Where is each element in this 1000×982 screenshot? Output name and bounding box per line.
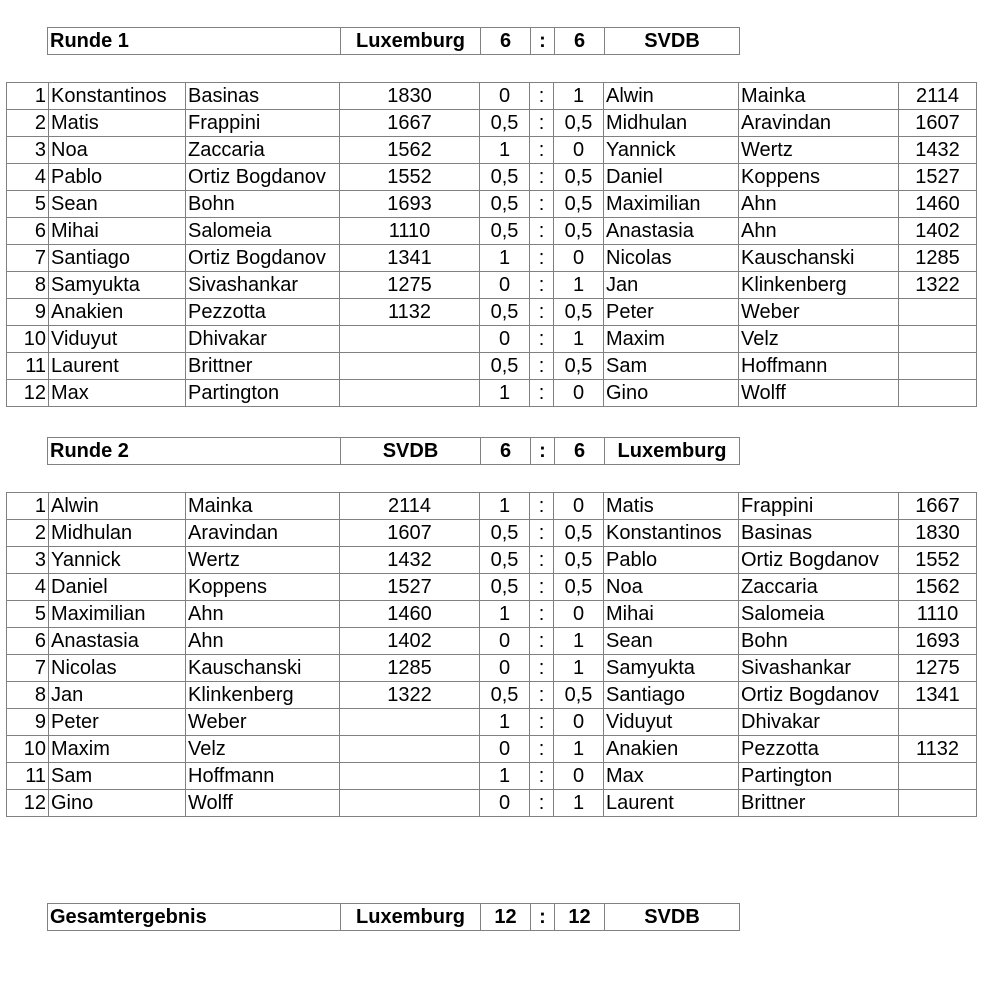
score-separator: : <box>530 110 554 137</box>
game-row <box>7 272 977 299</box>
home-rating: 1402 <box>340 628 480 655</box>
game-row <box>7 137 977 164</box>
home-last-name: Ahn <box>186 628 340 655</box>
board-number: 6 <box>7 218 49 245</box>
board-number: 6 <box>7 628 49 655</box>
round-1-games <box>6 82 977 407</box>
board-number: 2 <box>7 110 49 137</box>
board-number: 12 <box>7 790 49 817</box>
home-last-name: Brittner <box>186 353 340 380</box>
away-points: 1 <box>554 736 604 763</box>
away-score: 6 <box>555 438 605 465</box>
away-points: 0 <box>554 601 604 628</box>
board-number: 3 <box>7 137 49 164</box>
round-2-header <box>47 437 740 465</box>
away-points: 0 <box>554 493 604 520</box>
home-last-name: Mainka <box>186 493 340 520</box>
score-separator: : <box>530 164 554 191</box>
home-last-name: Aravindan <box>186 520 340 547</box>
away-points: 1 <box>554 655 604 682</box>
away-rating: 1562 <box>899 574 977 601</box>
score-separator: : <box>530 245 554 272</box>
away-rating: 1830 <box>899 520 977 547</box>
away-last-name: Ortiz Bogdanov <box>739 547 899 574</box>
board-number: 10 <box>7 326 49 353</box>
home-points: 0 <box>480 655 530 682</box>
game-row <box>7 493 977 520</box>
game-row <box>7 218 977 245</box>
game-row <box>7 353 977 380</box>
home-last-name: Pezzotta <box>186 299 340 326</box>
score-separator: : <box>530 709 554 736</box>
away-last-name: Ahn <box>739 218 899 245</box>
home-last-name: Zaccaria <box>186 137 340 164</box>
home-first-name: Sam <box>49 763 186 790</box>
home-points: 1 <box>480 245 530 272</box>
away-last-name: Koppens <box>739 164 899 191</box>
home-points: 0 <box>480 326 530 353</box>
home-rating <box>340 326 480 353</box>
home-first-name: Yannick <box>49 547 186 574</box>
away-rating <box>899 299 977 326</box>
board-number: 8 <box>7 272 49 299</box>
away-rating: 1432 <box>899 137 977 164</box>
game-row <box>7 380 977 407</box>
away-points: 0,5 <box>554 164 604 191</box>
home-first-name: Anakien <box>49 299 186 326</box>
away-first-name: Matis <box>604 493 739 520</box>
home-rating: 1341 <box>340 245 480 272</box>
home-first-name: Laurent <box>49 353 186 380</box>
away-points: 1 <box>554 272 604 299</box>
away-team: SVDB <box>605 904 740 931</box>
board-number: 11 <box>7 763 49 790</box>
total-title: Gesamtergebnis <box>48 904 341 931</box>
away-first-name: Yannick <box>604 137 739 164</box>
home-rating: 1830 <box>340 83 480 110</box>
home-points: 0,5 <box>480 353 530 380</box>
away-points: 0 <box>554 245 604 272</box>
away-rating <box>899 380 977 407</box>
away-last-name: Frappini <box>739 493 899 520</box>
home-points: 0,5 <box>480 520 530 547</box>
board-number: 4 <box>7 574 49 601</box>
away-first-name: Maxim <box>604 326 739 353</box>
home-rating <box>340 790 480 817</box>
away-rating: 1460 <box>899 191 977 218</box>
away-last-name: Kauschanski <box>739 245 899 272</box>
home-last-name: Hoffmann <box>186 763 340 790</box>
home-last-name: Basinas <box>186 83 340 110</box>
away-rating <box>899 763 977 790</box>
score-separator: : <box>530 682 554 709</box>
score-separator: : <box>530 736 554 763</box>
board-number: 5 <box>7 601 49 628</box>
away-first-name: Peter <box>604 299 739 326</box>
home-last-name: Klinkenberg <box>186 682 340 709</box>
score-separator: : <box>531 438 555 465</box>
home-first-name: Maximilian <box>49 601 186 628</box>
score-separator: : <box>530 628 554 655</box>
away-first-name: Sam <box>604 353 739 380</box>
home-points: 1 <box>480 709 530 736</box>
away-last-name: Ahn <box>739 191 899 218</box>
home-last-name: Koppens <box>186 574 340 601</box>
away-rating <box>899 790 977 817</box>
game-row <box>7 326 977 353</box>
score-separator: : <box>530 272 554 299</box>
board-number: 8 <box>7 682 49 709</box>
home-team: Luxemburg <box>341 28 481 55</box>
score-separator: : <box>530 790 554 817</box>
away-last-name: Ortiz Bogdanov <box>739 682 899 709</box>
home-first-name: Samyukta <box>49 272 186 299</box>
away-rating: 1667 <box>899 493 977 520</box>
away-first-name: Viduyut <box>604 709 739 736</box>
score-separator: : <box>530 763 554 790</box>
away-first-name: Gino <box>604 380 739 407</box>
away-points: 0 <box>554 763 604 790</box>
away-last-name: Wertz <box>739 137 899 164</box>
score-separator: : <box>530 547 554 574</box>
score-separator: : <box>530 353 554 380</box>
away-team: SVDB <box>605 28 740 55</box>
home-last-name: Wertz <box>186 547 340 574</box>
board-number: 12 <box>7 380 49 407</box>
home-rating <box>340 353 480 380</box>
board-number: 7 <box>7 655 49 682</box>
board-number: 1 <box>7 493 49 520</box>
away-rating: 1402 <box>899 218 977 245</box>
away-last-name: Zaccaria <box>739 574 899 601</box>
home-last-name: Weber <box>186 709 340 736</box>
home-score: 6 <box>481 438 531 465</box>
game-row <box>7 601 977 628</box>
away-points: 0,5 <box>554 520 604 547</box>
score-separator: : <box>530 493 554 520</box>
home-last-name: Dhivakar <box>186 326 340 353</box>
home-first-name: Matis <box>49 110 186 137</box>
game-row <box>7 164 977 191</box>
away-last-name: Klinkenberg <box>739 272 899 299</box>
board-number: 4 <box>7 164 49 191</box>
score-separator: : <box>530 218 554 245</box>
home-rating: 1552 <box>340 164 480 191</box>
away-last-name: Basinas <box>739 520 899 547</box>
game-row <box>7 520 977 547</box>
home-first-name: Viduyut <box>49 326 186 353</box>
away-first-name: Maximilian <box>604 191 739 218</box>
away-first-name: Anakien <box>604 736 739 763</box>
away-first-name: Jan <box>604 272 739 299</box>
board-number: 9 <box>7 299 49 326</box>
score-separator: : <box>530 137 554 164</box>
away-last-name: Hoffmann <box>739 353 899 380</box>
home-rating: 1275 <box>340 272 480 299</box>
home-rating: 1110 <box>340 218 480 245</box>
home-first-name: Mihai <box>49 218 186 245</box>
home-last-name: Wolff <box>186 790 340 817</box>
away-rating <box>899 326 977 353</box>
home-rating: 1285 <box>340 655 480 682</box>
score-separator: : <box>530 520 554 547</box>
home-rating <box>340 709 480 736</box>
away-last-name: Aravindan <box>739 110 899 137</box>
board-number: 7 <box>7 245 49 272</box>
away-rating <box>899 709 977 736</box>
away-last-name: Mainka <box>739 83 899 110</box>
home-last-name: Salomeia <box>186 218 340 245</box>
game-row <box>7 628 977 655</box>
game-row <box>7 790 977 817</box>
away-score: 12 <box>555 904 605 931</box>
home-points: 1 <box>480 601 530 628</box>
home-first-name: Santiago <box>49 245 186 272</box>
away-first-name: Santiago <box>604 682 739 709</box>
away-rating: 1322 <box>899 272 977 299</box>
home-points: 0,5 <box>480 218 530 245</box>
home-points: 0 <box>480 736 530 763</box>
away-points: 1 <box>554 83 604 110</box>
round-1-header <box>47 27 740 55</box>
home-team: SVDB <box>341 438 481 465</box>
home-last-name: Sivashankar <box>186 272 340 299</box>
away-points: 1 <box>554 628 604 655</box>
away-last-name: Bohn <box>739 628 899 655</box>
home-points: 1 <box>480 380 530 407</box>
board-number: 5 <box>7 191 49 218</box>
home-points: 0,5 <box>480 191 530 218</box>
away-first-name: Samyukta <box>604 655 739 682</box>
home-first-name: Pablo <box>49 164 186 191</box>
away-rating: 1285 <box>899 245 977 272</box>
away-last-name: Brittner <box>739 790 899 817</box>
round-title: Runde 2 <box>48 438 341 465</box>
home-first-name: Anastasia <box>49 628 186 655</box>
game-row <box>7 110 977 137</box>
home-points: 0,5 <box>480 574 530 601</box>
away-first-name: Alwin <box>604 83 739 110</box>
home-rating: 1607 <box>340 520 480 547</box>
away-first-name: Laurent <box>604 790 739 817</box>
away-first-name: Daniel <box>604 164 739 191</box>
game-row <box>7 83 977 110</box>
score-separator: : <box>531 904 555 931</box>
home-points: 0,5 <box>480 164 530 191</box>
home-points: 0,5 <box>480 110 530 137</box>
board-number: 1 <box>7 83 49 110</box>
game-row <box>7 682 977 709</box>
board-number: 9 <box>7 709 49 736</box>
away-points: 0,5 <box>554 353 604 380</box>
home-last-name: Velz <box>186 736 340 763</box>
home-last-name: Partington <box>186 380 340 407</box>
home-rating <box>340 736 480 763</box>
home-first-name: Noa <box>49 137 186 164</box>
away-first-name: Noa <box>604 574 739 601</box>
home-rating: 1562 <box>340 137 480 164</box>
away-first-name: Nicolas <box>604 245 739 272</box>
board-number: 3 <box>7 547 49 574</box>
score-separator: : <box>530 326 554 353</box>
score-separator: : <box>530 601 554 628</box>
home-score: 6 <box>481 28 531 55</box>
round-2-games <box>6 492 977 817</box>
game-row <box>7 191 977 218</box>
board-number: 2 <box>7 520 49 547</box>
away-rating: 1693 <box>899 628 977 655</box>
score-separator: : <box>530 83 554 110</box>
away-first-name: Mihai <box>604 601 739 628</box>
away-team: Luxemburg <box>605 438 740 465</box>
away-points: 0 <box>554 137 604 164</box>
away-points: 0 <box>554 380 604 407</box>
away-points: 0,5 <box>554 110 604 137</box>
home-points: 0 <box>480 272 530 299</box>
home-first-name: Sean <box>49 191 186 218</box>
score-separator: : <box>530 574 554 601</box>
away-points: 1 <box>554 326 604 353</box>
home-rating: 1432 <box>340 547 480 574</box>
home-rating: 1132 <box>340 299 480 326</box>
game-row <box>7 736 977 763</box>
home-first-name: Alwin <box>49 493 186 520</box>
score-separator: : <box>530 655 554 682</box>
away-first-name: Max <box>604 763 739 790</box>
score-separator: : <box>530 299 554 326</box>
home-points: 0,5 <box>480 299 530 326</box>
away-first-name: Midhulan <box>604 110 739 137</box>
game-row <box>7 763 977 790</box>
home-rating: 1460 <box>340 601 480 628</box>
away-points: 0,5 <box>554 547 604 574</box>
home-team: Luxemburg <box>341 904 481 931</box>
home-points: 0 <box>480 790 530 817</box>
away-rating: 1275 <box>899 655 977 682</box>
away-last-name: Salomeia <box>739 601 899 628</box>
home-first-name: Gino <box>49 790 186 817</box>
home-last-name: Ortiz Bogdanov <box>186 164 340 191</box>
board-number: 11 <box>7 353 49 380</box>
home-points: 0 <box>480 628 530 655</box>
away-rating: 1527 <box>899 164 977 191</box>
away-first-name: Anastasia <box>604 218 739 245</box>
home-rating <box>340 380 480 407</box>
score-separator: : <box>531 28 555 55</box>
away-points: 0 <box>554 709 604 736</box>
home-points: 1 <box>480 137 530 164</box>
home-rating: 1693 <box>340 191 480 218</box>
total-result <box>47 903 740 931</box>
home-first-name: Nicolas <box>49 655 186 682</box>
home-last-name: Ahn <box>186 601 340 628</box>
home-rating: 1527 <box>340 574 480 601</box>
game-row <box>7 655 977 682</box>
game-row <box>7 245 977 272</box>
away-points: 0,5 <box>554 299 604 326</box>
home-first-name: Maxim <box>49 736 186 763</box>
score-separator: : <box>530 380 554 407</box>
away-first-name: Sean <box>604 628 739 655</box>
home-first-name: Midhulan <box>49 520 186 547</box>
home-points: 0 <box>480 83 530 110</box>
home-last-name: Kauschanski <box>186 655 340 682</box>
home-points: 1 <box>480 493 530 520</box>
board-number: 10 <box>7 736 49 763</box>
away-rating: 1110 <box>899 601 977 628</box>
away-rating: 2114 <box>899 83 977 110</box>
away-last-name: Velz <box>739 326 899 353</box>
away-last-name: Pezzotta <box>739 736 899 763</box>
home-rating: 1322 <box>340 682 480 709</box>
away-last-name: Weber <box>739 299 899 326</box>
home-points: 0,5 <box>480 682 530 709</box>
game-row <box>7 547 977 574</box>
home-first-name: Peter <box>49 709 186 736</box>
away-first-name: Konstantinos <box>604 520 739 547</box>
away-points: 0,5 <box>554 218 604 245</box>
away-points: 1 <box>554 790 604 817</box>
away-points: 0,5 <box>554 682 604 709</box>
home-points: 1 <box>480 763 530 790</box>
score-separator: : <box>530 191 554 218</box>
away-rating: 1607 <box>899 110 977 137</box>
away-last-name: Sivashankar <box>739 655 899 682</box>
away-points: 0,5 <box>554 191 604 218</box>
away-last-name: Dhivakar <box>739 709 899 736</box>
home-score: 12 <box>481 904 531 931</box>
away-last-name: Wolff <box>739 380 899 407</box>
home-first-name: Konstantinos <box>49 83 186 110</box>
round-title: Runde 1 <box>48 28 341 55</box>
home-points: 0,5 <box>480 547 530 574</box>
home-last-name: Ortiz Bogdanov <box>186 245 340 272</box>
home-first-name: Max <box>49 380 186 407</box>
away-rating: 1132 <box>899 736 977 763</box>
game-row <box>7 574 977 601</box>
game-row <box>7 709 977 736</box>
away-rating: 1341 <box>899 682 977 709</box>
home-first-name: Jan <box>49 682 186 709</box>
away-rating <box>899 353 977 380</box>
away-rating: 1552 <box>899 547 977 574</box>
away-score: 6 <box>555 28 605 55</box>
home-rating <box>340 763 480 790</box>
away-points: 0,5 <box>554 574 604 601</box>
home-last-name: Bohn <box>186 191 340 218</box>
home-rating: 2114 <box>340 493 480 520</box>
home-last-name: Frappini <box>186 110 340 137</box>
home-first-name: Daniel <box>49 574 186 601</box>
home-rating: 1667 <box>340 110 480 137</box>
game-row <box>7 299 977 326</box>
away-last-name: Partington <box>739 763 899 790</box>
away-first-name: Pablo <box>604 547 739 574</box>
